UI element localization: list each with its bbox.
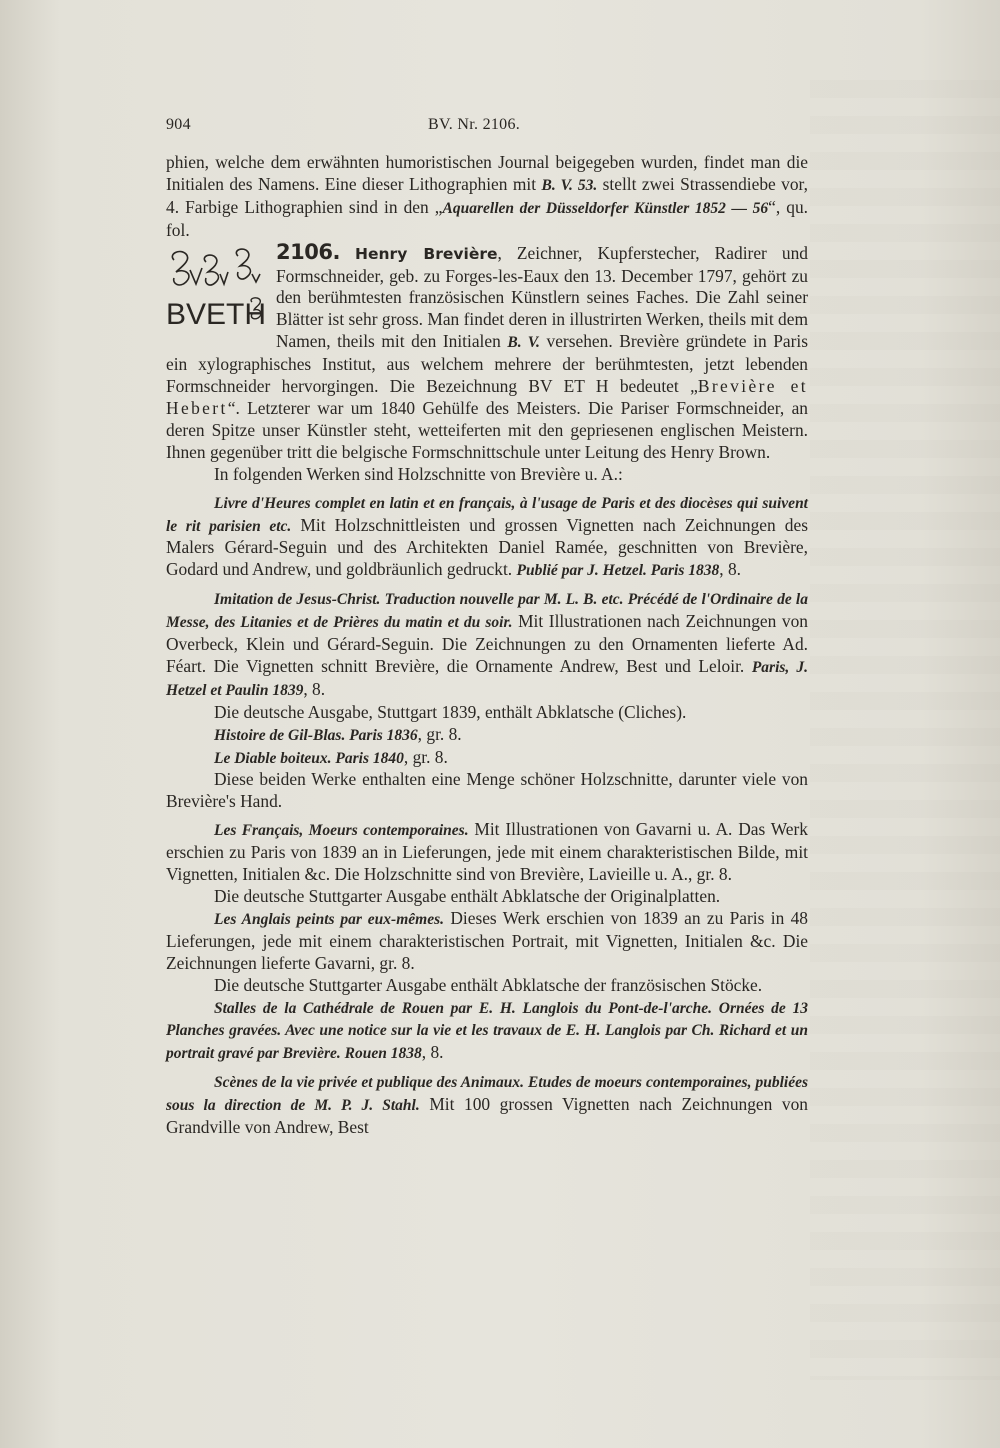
work-title: Imitation de Jesus-Christ. Traduction nouvelle par M. L. B. etc. Précédé de l'Ordinaire de la Messe, des Litanies et de Prières du matin et du soir.: [166, 591, 808, 632]
work-title: Les Anglais peints par eux-mêmes.: [214, 910, 444, 928]
text-run: stellt zwei Strassendiebe vor, 4. Farbige Lithographien sind in den „: [166, 173, 808, 217]
work-desc: Mit 100 grossen Vignetten nach Zeichnungen von Grandville von Andrew, Best: [166, 1094, 808, 1138]
work-entry: [166, 724, 808, 747]
work-desc: Dieses Werk erschien von 1839 an zu Paris in 48 Lieferungen, jede mit einem charakteristischen Portrait, mit Vignetten, Initialen &c. Die Zeichnungen lieferte Gavarni, gr. 8.: [166, 907, 808, 973]
work-imprint: Paris, J. Hetzel et Paulin 1839: [166, 658, 808, 699]
entry-number: 2106.: [276, 239, 340, 264]
work-entry: [166, 492, 808, 583]
page-header: [166, 116, 808, 140]
work-imprint: Publié par J. Hetzel. Paris 1838: [516, 562, 720, 580]
work-title: Scènes de la vie privée et publique des Animaux. Etudes de moeurs contemporaines, publiées sous la direction de M. P. J. Stahl.: [166, 1074, 808, 1115]
works-intro: In folgenden Werken sind Holzschnitte von Brevière u. A.:: [214, 463, 623, 484]
work-entry: [166, 997, 808, 1066]
entry-2106: [166, 239, 809, 464]
work-entry: [166, 1071, 808, 1139]
work-title: Les Français, Moeurs contemporaines.: [214, 822, 469, 840]
work-title: Histoire de Gil-Blas. Paris 1836: [214, 726, 418, 744]
monogram-marks: [166, 246, 270, 338]
work-note: Die deutsche Stuttgarter Ausgabe enthält Abklatsche der Originalplatten.: [214, 886, 721, 906]
work-format: , 8.: [421, 1042, 444, 1063]
work-format: , gr. 8.: [417, 723, 462, 744]
monogram-icon: [166, 246, 270, 338]
work-entry: [166, 908, 808, 975]
text-run: phien, welche dem erwähnten humoristischen Journal beigegeben wurden, findet man die Initialen des Namens. Eine dieser Lithographien mit: [166, 152, 808, 194]
body-text: [166, 152, 808, 1139]
text-run: “, qu. fol.: [166, 196, 808, 240]
italic-title: Aquarellen der Düsseldorfer Künstler 1852 — 56: [442, 199, 769, 217]
show-through-shadow: [810, 80, 1000, 1380]
work-format: , 8.: [719, 559, 742, 580]
entry-text: “. Letzterer war um 1840 Gehülfe des Meisters. Die Pariser Formschneider, an deren Spitze unser Künstler steht, wetteiferten mit den gepriesenen englischen Meistern. Ihnen gegenüber tritt die belgische Formschnittschule unter Leitung des Henry Brown.: [166, 397, 808, 462]
entry-text: versehen. Brevière gründete in Paris ein xylographisches Institut, aus welchem mehrere der berühmtesten, jetzt lebenden Formschneider hervorgingen. Die Bezeichnung BV ET H bedeutet „: [166, 331, 808, 397]
spaced-name: Brevière et Hebert: [166, 376, 809, 418]
work-desc: Mit Illustrationen von Gavarni u. A. Das Werk erschien zu Paris von 1839 an in Lieferungen, jede mit einem charakteristischen Bilde, mit Vignetten, Initialen &c. Die Holzschnitte sind von Brevière, Lavieille u. A., gr. 8.: [166, 819, 808, 885]
work-title: Stalles de la Cathédrale de Rouen par E. H. Langlois du Pont-de-l'arche. Ornées de 13 Planches gravées. Avec une notice sur la vie et les travaux de E. H. Langlois par Ch. Richard et un portrait gravé par Brevière. Rouen 1838: [166, 999, 808, 1063]
entry-text: , Zeichner, Kupferstecher, Radirer und Formschneider, geb. zu Forges-les-Eaux den 13. December 1797, gehört zu den berühmtesten französischen Künstlern seines Faches. Die Zahl seiner Blätter ist sehr gross. Man findet deren in illustrirten Werken, theils mit dem Namen, theils mit den Initialen: [276, 242, 808, 352]
work-format: , 8.: [303, 678, 326, 699]
work-note: Diese beiden Werke enthalten eine Menge schöner Holzschnitte, darunter viele von Brevière's Hand.: [166, 769, 808, 812]
artist-name: Henry Brevière: [355, 244, 498, 263]
running-title: BV. Nr. 2106.: [428, 116, 521, 133]
work-format: , gr. 8.: [403, 746, 448, 767]
italic-ref: B. V. 53.: [541, 176, 598, 194]
work-title: Le Diable boiteux. Paris 1840: [214, 749, 404, 767]
work-note: Die deutsche Stuttgarter Ausgabe enthält Abklatsche der französischen Stöcke.: [214, 974, 763, 995]
work-entry: [166, 819, 808, 886]
page-number: 904: [166, 116, 191, 133]
continued-paragraph: [166, 152, 808, 242]
work-desc: Mit Illustrationen nach Zeichnungen von Overbeck, Klein und Gérard-Seguin. Die Zeichnungen zu den Ornamenten lieferte Ad. Féart. Die Vignetten schnitt Brevière, die Ornamente Andrew, Best und Leloir.: [166, 611, 808, 676]
work-entry: [166, 588, 808, 702]
work-note: Die deutsche Ausgabe, Stuttgart 1839, enthält Abklatsche (Cliches).: [214, 701, 687, 722]
work-entry: [166, 747, 808, 770]
work-desc: Mit Holzschnittleisten und grossen Vignetten nach Zeichnungen des Malers Gérard-Seguin und des Architekten Daniel Ramée, geschnitten von Brevière, Godard und Andrew, und goldbräunlich gedruckt.: [166, 514, 808, 580]
italic-initials: B. V.: [507, 334, 540, 352]
work-title: Livre d'Heures complet en latin et en français, à l'usage de Paris et des diocèses qui suivent le rit parisien etc.: [166, 494, 808, 535]
svg-text:BVETH: BVETH: [166, 297, 267, 331]
